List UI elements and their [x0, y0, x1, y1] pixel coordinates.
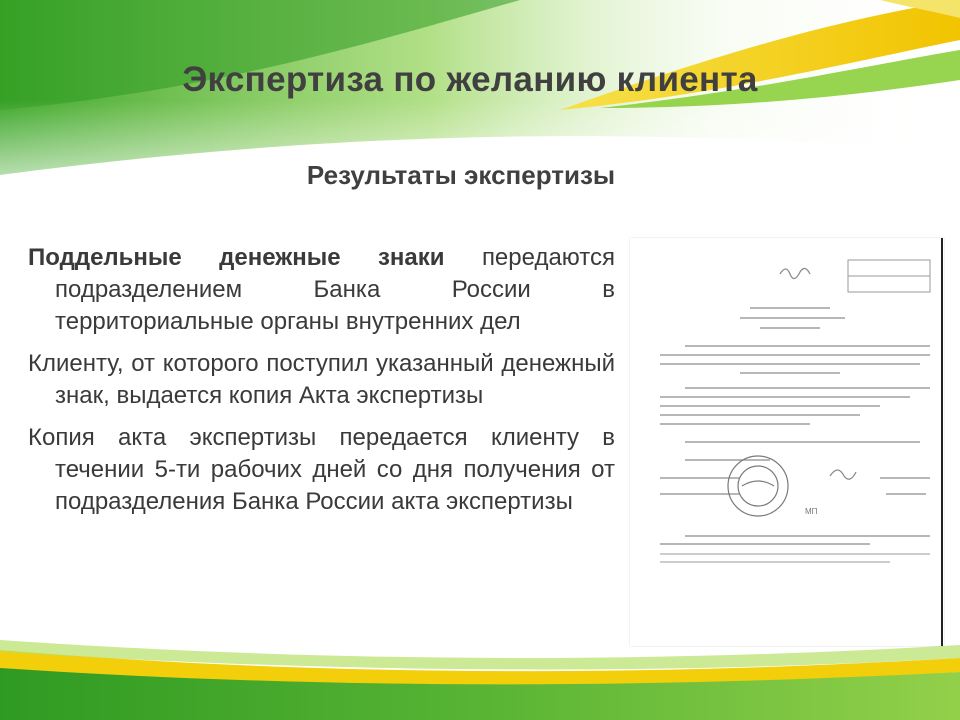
slide-subtitle: Результаты экспертизы [306, 160, 616, 190]
paragraph-act-transfer [28, 422, 615, 518]
paragraph-counterfeit [28, 242, 615, 338]
paragraph-text: Копия акта экспертизы передается клиенту в течении 5-ти рабочих дней со дня получения от подразделения Банка России акта экспертизы [28, 424, 615, 515]
slide-title: Экспертиза по желанию клиента [182, 60, 758, 99]
document-scan-image [630, 238, 944, 646]
scanned-act-document [630, 238, 944, 646]
paragraph-text: Клиенту, от которого поступил указанный денежный знак, выдается копия Акта экспертизы [28, 350, 615, 409]
bold-lead: Поддельные денежные знаки [28, 244, 445, 271]
content-text [28, 242, 615, 528]
paragraph-client-copy [28, 348, 615, 412]
stamp-icon [728, 456, 788, 516]
seal-mark: МП [805, 507, 818, 516]
paragraph-text: передаются подразделением Банка России в территориальные органы внутренних дел [55, 244, 615, 335]
